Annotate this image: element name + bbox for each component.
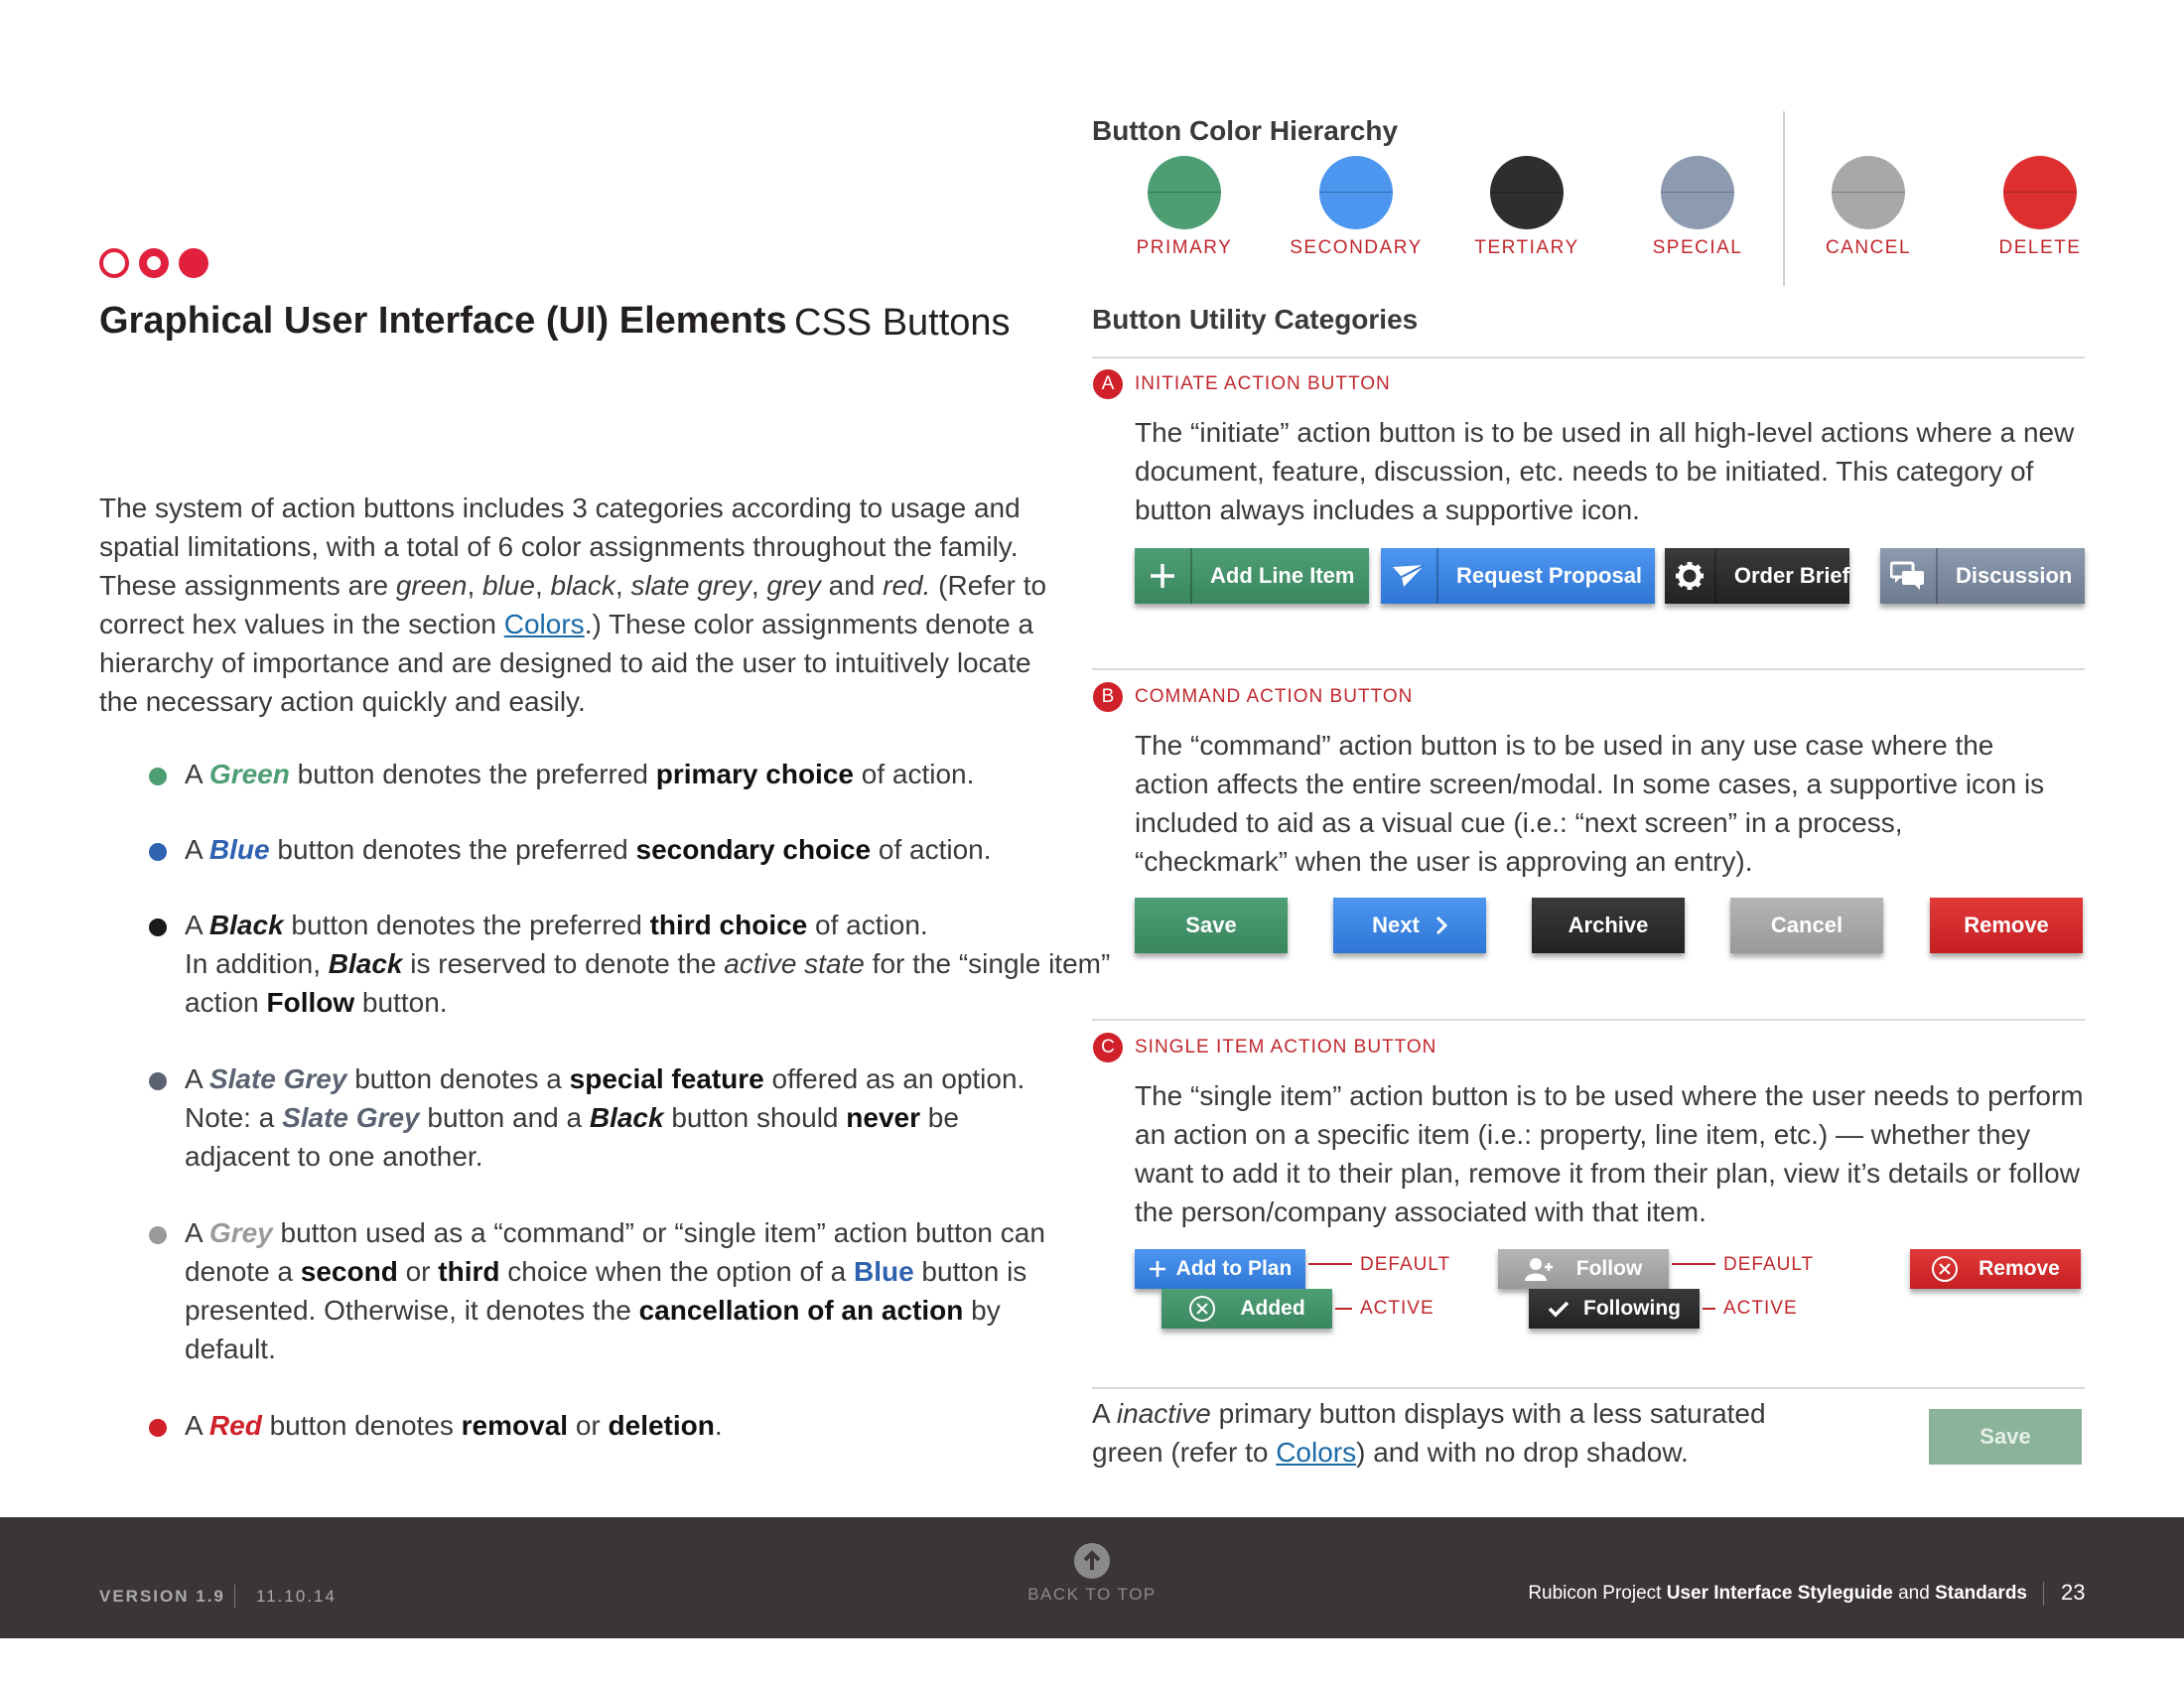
chat-bubbles-icon [1880, 548, 1938, 604]
remove-item-button[interactable]: Remove [1910, 1249, 2081, 1289]
request-proposal-button[interactable]: Request Proposal [1381, 548, 1655, 604]
intro-paragraph: The system of action buttons includes 3 categories according to usage and spatial limitations, with a total of 6 color assignments throughout the family. These assignments are green, blue, black, slate grey, grey and red. (Refer to correct hex values in the section Colors.) These color assignments denote a hierarchy of importance and are designed to aid the user to intuitively locate the necessary action quickly and easily. [99, 492, 1047, 717]
dot-filled-icon [179, 248, 208, 278]
follow-button[interactable]: Follow [1498, 1249, 1669, 1289]
next-button[interactable]: Next [1333, 898, 1486, 953]
delete-swatch [2003, 156, 2077, 229]
green-dot-icon [149, 768, 167, 785]
section-dots [99, 248, 238, 280]
cancel-button[interactable]: Cancel [1730, 898, 1883, 953]
special-swatch [1661, 156, 1734, 229]
connector-line [1703, 1308, 1715, 1310]
hierarchy-divider [1783, 111, 1785, 286]
divider [1092, 1387, 2085, 1389]
discussion-button[interactable]: Discussion [1880, 548, 2085, 604]
inactive-save-button[interactable]: Save [1929, 1409, 2082, 1465]
utility-heading: Button Utility Categories [1092, 304, 1419, 335]
colors-link[interactable]: Colors [503, 609, 585, 639]
page-number: 23 [2061, 1580, 2086, 1605]
page-subtitle: CSS Buttons [794, 302, 1011, 344]
page-title: Graphical User Interface (UI) Elements [99, 300, 787, 342]
secondary-swatch-label: SECONDARY [1290, 237, 1423, 258]
category-a-description: The “initiate” action button is to be used in all high-level actions where a new document, feature, discussion, etc. needs to be initiated. This category of button always includes a supportive icon. [1135, 417, 2075, 525]
primary-swatch-label: PRIMARY [1136, 237, 1233, 258]
special-swatch-label: SPECIAL [1652, 237, 1743, 258]
active-label: ACTIVE [1723, 1298, 1798, 1319]
divider [1092, 356, 2085, 358]
checkmark-icon [1548, 1300, 1570, 1318]
footer-date: 11.10.14 [256, 1587, 337, 1606]
delete-swatch-label: DELETE [1998, 237, 2082, 258]
chevron-right-icon [1435, 915, 1447, 935]
add-line-item-button[interactable]: Add Line Item [1135, 548, 1369, 604]
following-button[interactable]: Following [1529, 1289, 1700, 1329]
close-circle-icon [1188, 1295, 1216, 1323]
category-c-title: SINGLE ITEM ACTION BUTTON [1135, 1037, 1437, 1057]
paper-plane-icon [1381, 548, 1438, 604]
connector-line [1335, 1308, 1352, 1310]
footer-brand: Rubicon Project User Interface Styleguide and Standards [1528, 1583, 2027, 1604]
dot-ring-icon [139, 248, 169, 278]
blue-dot-icon [149, 843, 167, 861]
remove-button[interactable]: Remove [1930, 898, 2083, 953]
connector-line [1308, 1263, 1352, 1265]
save-button[interactable]: Save [1135, 898, 1288, 953]
hierarchy-heading: Button Color Hierarchy [1092, 115, 1399, 146]
divider [1092, 668, 2085, 670]
footer-version: VERSION 1.9 [99, 1587, 225, 1606]
active-label: ACTIVE [1360, 1298, 1434, 1319]
add-to-plan-button[interactable]: Add to Plan [1135, 1249, 1305, 1289]
footer-separator [234, 1585, 235, 1609]
red-dot-icon [149, 1419, 167, 1437]
arrow-up-icon[interactable] [1074, 1543, 1110, 1579]
connector-line [1672, 1263, 1715, 1265]
category-b-badge: B [1093, 682, 1123, 712]
added-button[interactable]: Added [1161, 1289, 1332, 1329]
dot-outline-icon [99, 248, 129, 278]
plus-icon [1135, 548, 1192, 604]
secondary-swatch [1319, 156, 1393, 229]
tertiary-swatch [1490, 156, 1564, 229]
black-dot-icon [149, 918, 167, 936]
plus-icon [1149, 1260, 1166, 1278]
grey-dot-icon [149, 1226, 167, 1244]
archive-button[interactable]: Archive [1532, 898, 1685, 953]
user-icon [1525, 1257, 1553, 1281]
category-b-description: The “command” action button is to be used in any use case where the action affects the entire screen/modal. In some cases, a supportive icon is included to aid as a visual cue (i.e.: “next screen” in a process, “checkmark” when the user is approving an entry). [1135, 730, 2045, 877]
cancel-swatch [1832, 156, 1905, 229]
cancel-swatch-label: CANCEL [1825, 237, 1912, 258]
category-a-badge: A [1093, 369, 1123, 399]
category-c-description: The “single item” action button is to be used where the user needs to perform an action on a specific item (i.e.: property, line item, etc.) — whether they want to add it to their plan, remove it from their plan, view it’s details or follow the person/company associated with that item. [1135, 1080, 2084, 1227]
back-to-top-link[interactable]: BACK TO TOP [1027, 1585, 1157, 1604]
inactive-description: A inactive primary button displays with a less saturated green (refer to Colors) and with no drop shadow. [1092, 1398, 1766, 1468]
gear-icon [1665, 548, 1716, 604]
footer-separator [2043, 1582, 2044, 1606]
colors-link[interactable]: Colors [1276, 1437, 1357, 1468]
tertiary-swatch-label: TERTIARY [1474, 237, 1579, 258]
category-b-title: COMMAND ACTION BUTTON [1135, 686, 1414, 707]
category-c-badge: C [1093, 1033, 1123, 1062]
divider [1092, 1019, 2085, 1021]
order-brief-button[interactable]: Order Brief [1665, 548, 1849, 604]
default-label: DEFAULT [1360, 1254, 1451, 1275]
close-circle-icon [1931, 1255, 1959, 1283]
slate-dot-icon [149, 1072, 167, 1090]
primary-swatch [1148, 156, 1221, 229]
default-label: DEFAULT [1723, 1254, 1815, 1275]
category-a-title: INITIATE ACTION BUTTON [1135, 373, 1391, 394]
